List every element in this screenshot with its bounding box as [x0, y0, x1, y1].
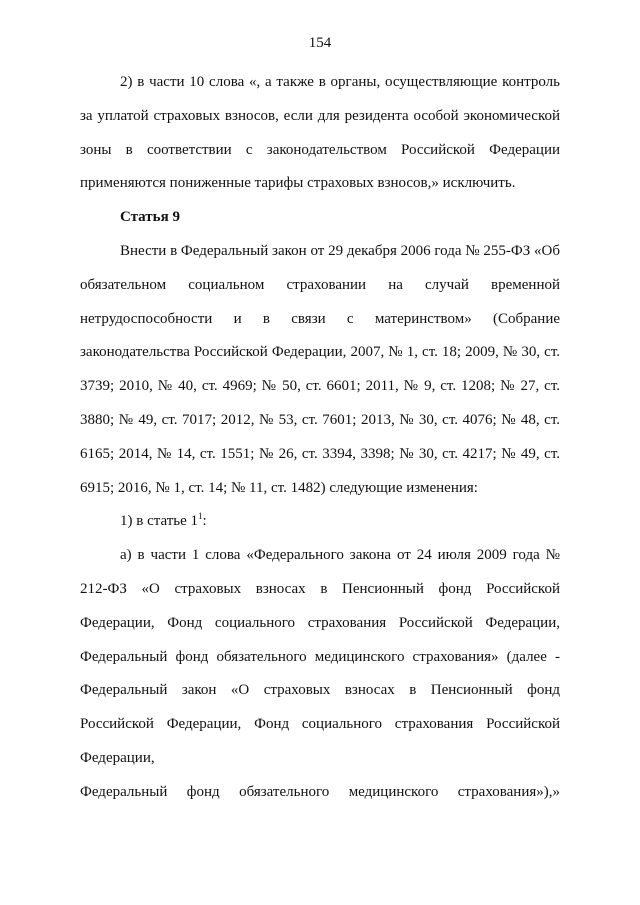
- article-ref-text: 1) в статье 1: [120, 513, 199, 530]
- document-body: [80, 66, 560, 810]
- paragraph-law-amendment-intro: Внести в Федеральный закон от 29 декабря 2006 года № 255-ФЗ «Об обязательном социальном страховании на случай временной нетрудоспособности и в связи с материнством» (Собрание законодательства Российской Федерации, 2007, № 1, ст. 18; 2009, № 30, ст. 3739; 2010, № 40, ст. 4969; № 50, ст. 6601; 2011, № 9, ст. 1208; № 27, ст. 3880; № 49, ст. 7017; 2012, № 53, ст. 7601; 2013, № 30, ст. 4076; № 48, ст. 6165; 2014, № 14, ст. 1551; № 26, ст. 3394, 3398; № 30, ст. 4217; № 49, ст. 6915; 2016, № 1, ст. 14; № 11, ст. 1482) следующие изменения:: [80, 242, 560, 496]
- paragraph-part-10-amendment: 2) в части 10 слова «, а также в органы, осуществляющие контроль за уплатой страховых взносов, если для резидента особой экономической зоны в соответствии с законодательством Российской Федерации применяются пониженные тарифы страховых взносов,» исключить.: [80, 74, 560, 192]
- article-ref-colon: :: [202, 513, 207, 530]
- paragraph-article-1-1: [80, 505, 560, 539]
- paragraph-part-1-words-last-line: Федеральный фонд обязательного медицинского страхования»),»: [80, 783, 560, 800]
- paragraph-part-1-words: а) в части 1 слова «Федерального закона от 24 июля 2009 года № 212-ФЗ «О страховых взносах в Пенсионный фонд Российской Федерации, Фонд социального страхования Российской Федерации, Федеральный фонд обязательного медицинского страхования» (далее - Федеральный закон «О страховых взносах в Пенсионный фонд Российской Федерации, Фонд социального страхования Российской Федерации,: [80, 547, 560, 766]
- page-number: 154: [308, 35, 332, 51]
- article-ref-superscript: 1: [198, 511, 203, 522]
- article-heading: Статья 9: [120, 209, 180, 226]
